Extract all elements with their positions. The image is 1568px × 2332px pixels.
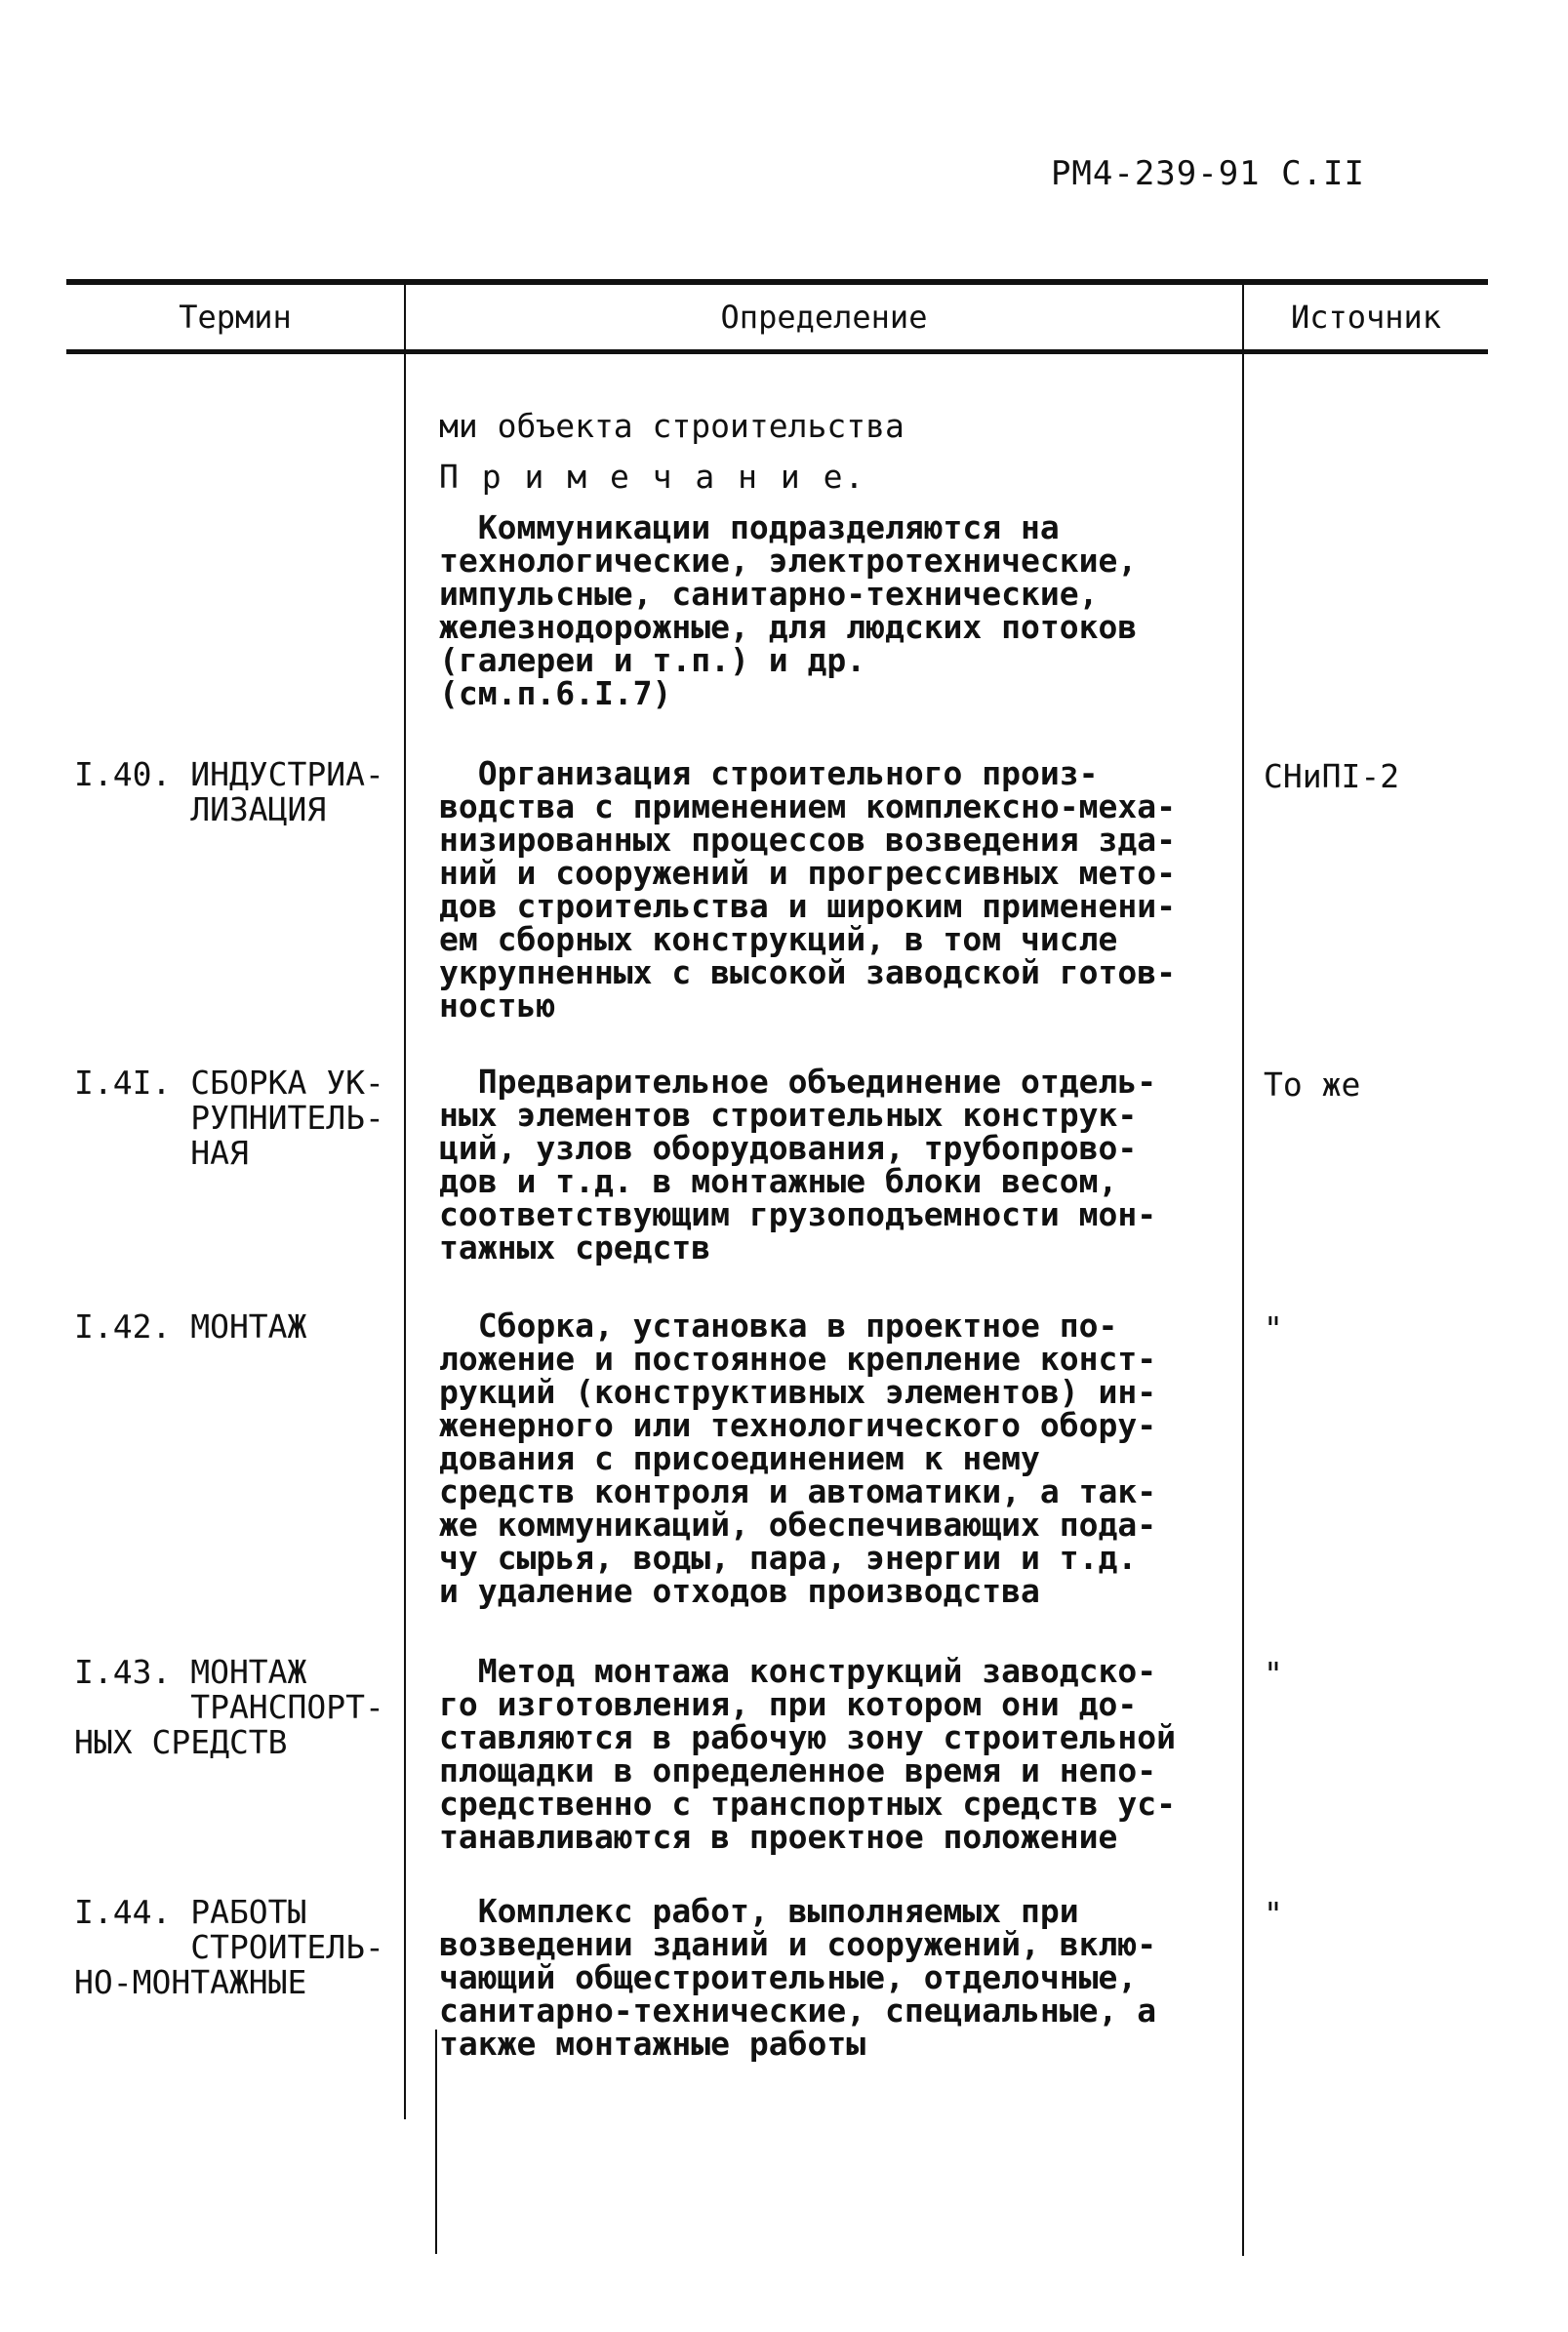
table-row-source: " [1264,1309,1283,1347]
definition-line: дов и т.д. в монтажные блоки весом, [439,1162,1118,1200]
table-row-term [74,1309,404,1345]
definition-line: санитарно-технические, специальные, а [439,1991,1157,2030]
definition-line: Организация строительного произ- [439,754,1099,792]
definition-line: ций, узлов оборудования, трубопрово- [439,1129,1138,1167]
definition-line: же коммуникаций, обеспечивающих пода- [439,1506,1157,1544]
table-row-definition [439,1309,1239,1608]
definition-line: ложение и постоянное крепление конст- [439,1340,1157,1378]
continuation-line: (галереи и т.п.) и др. [439,641,866,679]
table-row-term [74,1895,404,2000]
continuation-line: (см.п.6.I.7) [439,674,672,712]
term-line: НЫХ СРЕДСТВ [74,1723,288,1761]
term-line: ТРАНСПОРТ- [74,1688,384,1726]
definition-line: площадки в определенное время и непо- [439,1751,1157,1789]
definition-line: водства с применением комплексно-меха- [439,787,1176,825]
table-row-definition [439,754,1239,1025]
term-line: I.43. МОНТАЖ [74,1653,307,1691]
term-line: СТРОИТЕЛЬ- [74,1928,384,1966]
definition-line: чу сырья, воды, пара, энергии и т.д. [439,1539,1138,1577]
definition-line: Метод монтажа конструкций заводско- [439,1652,1157,1690]
definition-line: возведении зданий и сооружений, вклю- [439,1925,1157,1963]
table-header-rule [66,349,1488,354]
table-row-term [74,1655,404,1760]
column-header-definition: Определение [720,299,928,336]
definition-line: ставляются в рабочую зону строительной [439,1718,1176,1756]
term-line: ЛИЗАЦИЯ [74,790,327,828]
column-divider-source [1242,285,1244,2256]
term-line: НАЯ [74,1134,249,1172]
definition-line: средственно с транспортных средств ус- [439,1785,1176,1823]
continuation-line: технологические, электротехнические, [439,542,1138,580]
definition-line: ностью [439,986,556,1025]
definition-line: женерного или технологического обору- [439,1406,1157,1444]
definition-line: ний и сооружений и прогрессивных мето- [439,854,1176,892]
column-header-term: Термин [179,299,292,336]
continuation-line: ми объекта строительства [439,407,905,445]
term-line: НО-МОНТАЖНЫЕ [74,1963,307,2001]
column-divider-term [404,285,406,2119]
table-row-definition [439,1065,1239,1265]
document-reference: РМ4-239-91 С.II [1050,154,1365,193]
table-row-term [74,757,404,827]
table-row-source: " [1264,1895,1283,1933]
table-row-source: То же [1264,1065,1361,1104]
definition-line: чающий общестроительные, отделочные, [439,1958,1138,1996]
table-row-term [74,1065,404,1171]
table-row-definition [439,1652,1239,1856]
definition-line: дования с присоединением к нему [439,1439,1040,1477]
definition-line: низированных процессов возведения зда- [439,821,1176,859]
table-row-source: СНиПI-2 [1264,757,1400,795]
definition-line: средств контроля и автоматики, а так- [439,1472,1157,1510]
term-line: РУПНИТЕЛЬ- [74,1099,384,1137]
term-line: I.42. МОНТАЖ [74,1307,307,1346]
table-row-definition [439,1892,1239,2063]
definition-line: тажных средств [439,1228,711,1267]
definition-line: и удаление отходов производства [439,1572,1040,1610]
term-line: I.4I. СБОРКА УК- [74,1064,384,1102]
definition-line: укрупненных с высокой заводской готов- [439,953,1176,991]
column-header-source: Источник [1290,299,1442,336]
note-heading: П р и м е ч а н и е. [439,458,866,496]
continuation-line: Коммуникации подразделяются на [439,508,1060,546]
column-divider-term-lower [435,2030,437,2254]
definition-line: также монтажные работы [439,2025,866,2063]
term-line: I.40. ИНДУСТРИА- [74,755,384,793]
definition-line: соответствующим грузоподъемности мон- [439,1195,1157,1233]
table-row-source: " [1264,1655,1283,1693]
definition-line: танавливаются в проектное положение [439,1818,1118,1856]
definition-line: Сборка, установка в проектное по- [439,1307,1118,1345]
table-top-rule [66,279,1488,285]
definition-line: ем сборных конструкций, в том числе [439,920,1118,958]
definition-line: Предварительное объединение отдель- [439,1063,1157,1101]
continuation-line: импульсные, санитарно-технические, [439,575,1099,613]
definition-line: ных элементов строительных конструк- [439,1096,1138,1134]
continuation-line: железнодорожные, для людских потоков [439,608,1138,646]
definition-line: дов строительства и широким применени- [439,887,1176,925]
definition-line: го изготовления, при котором они до- [439,1685,1138,1723]
continuation-definition [439,407,1239,712]
term-line: I.44. РАБОТЫ [74,1893,307,1931]
definition-line: рукций (конструктивных элементов) ин- [439,1373,1157,1411]
definition-line: Комплекс работ, выполняемых при [439,1892,1079,1930]
